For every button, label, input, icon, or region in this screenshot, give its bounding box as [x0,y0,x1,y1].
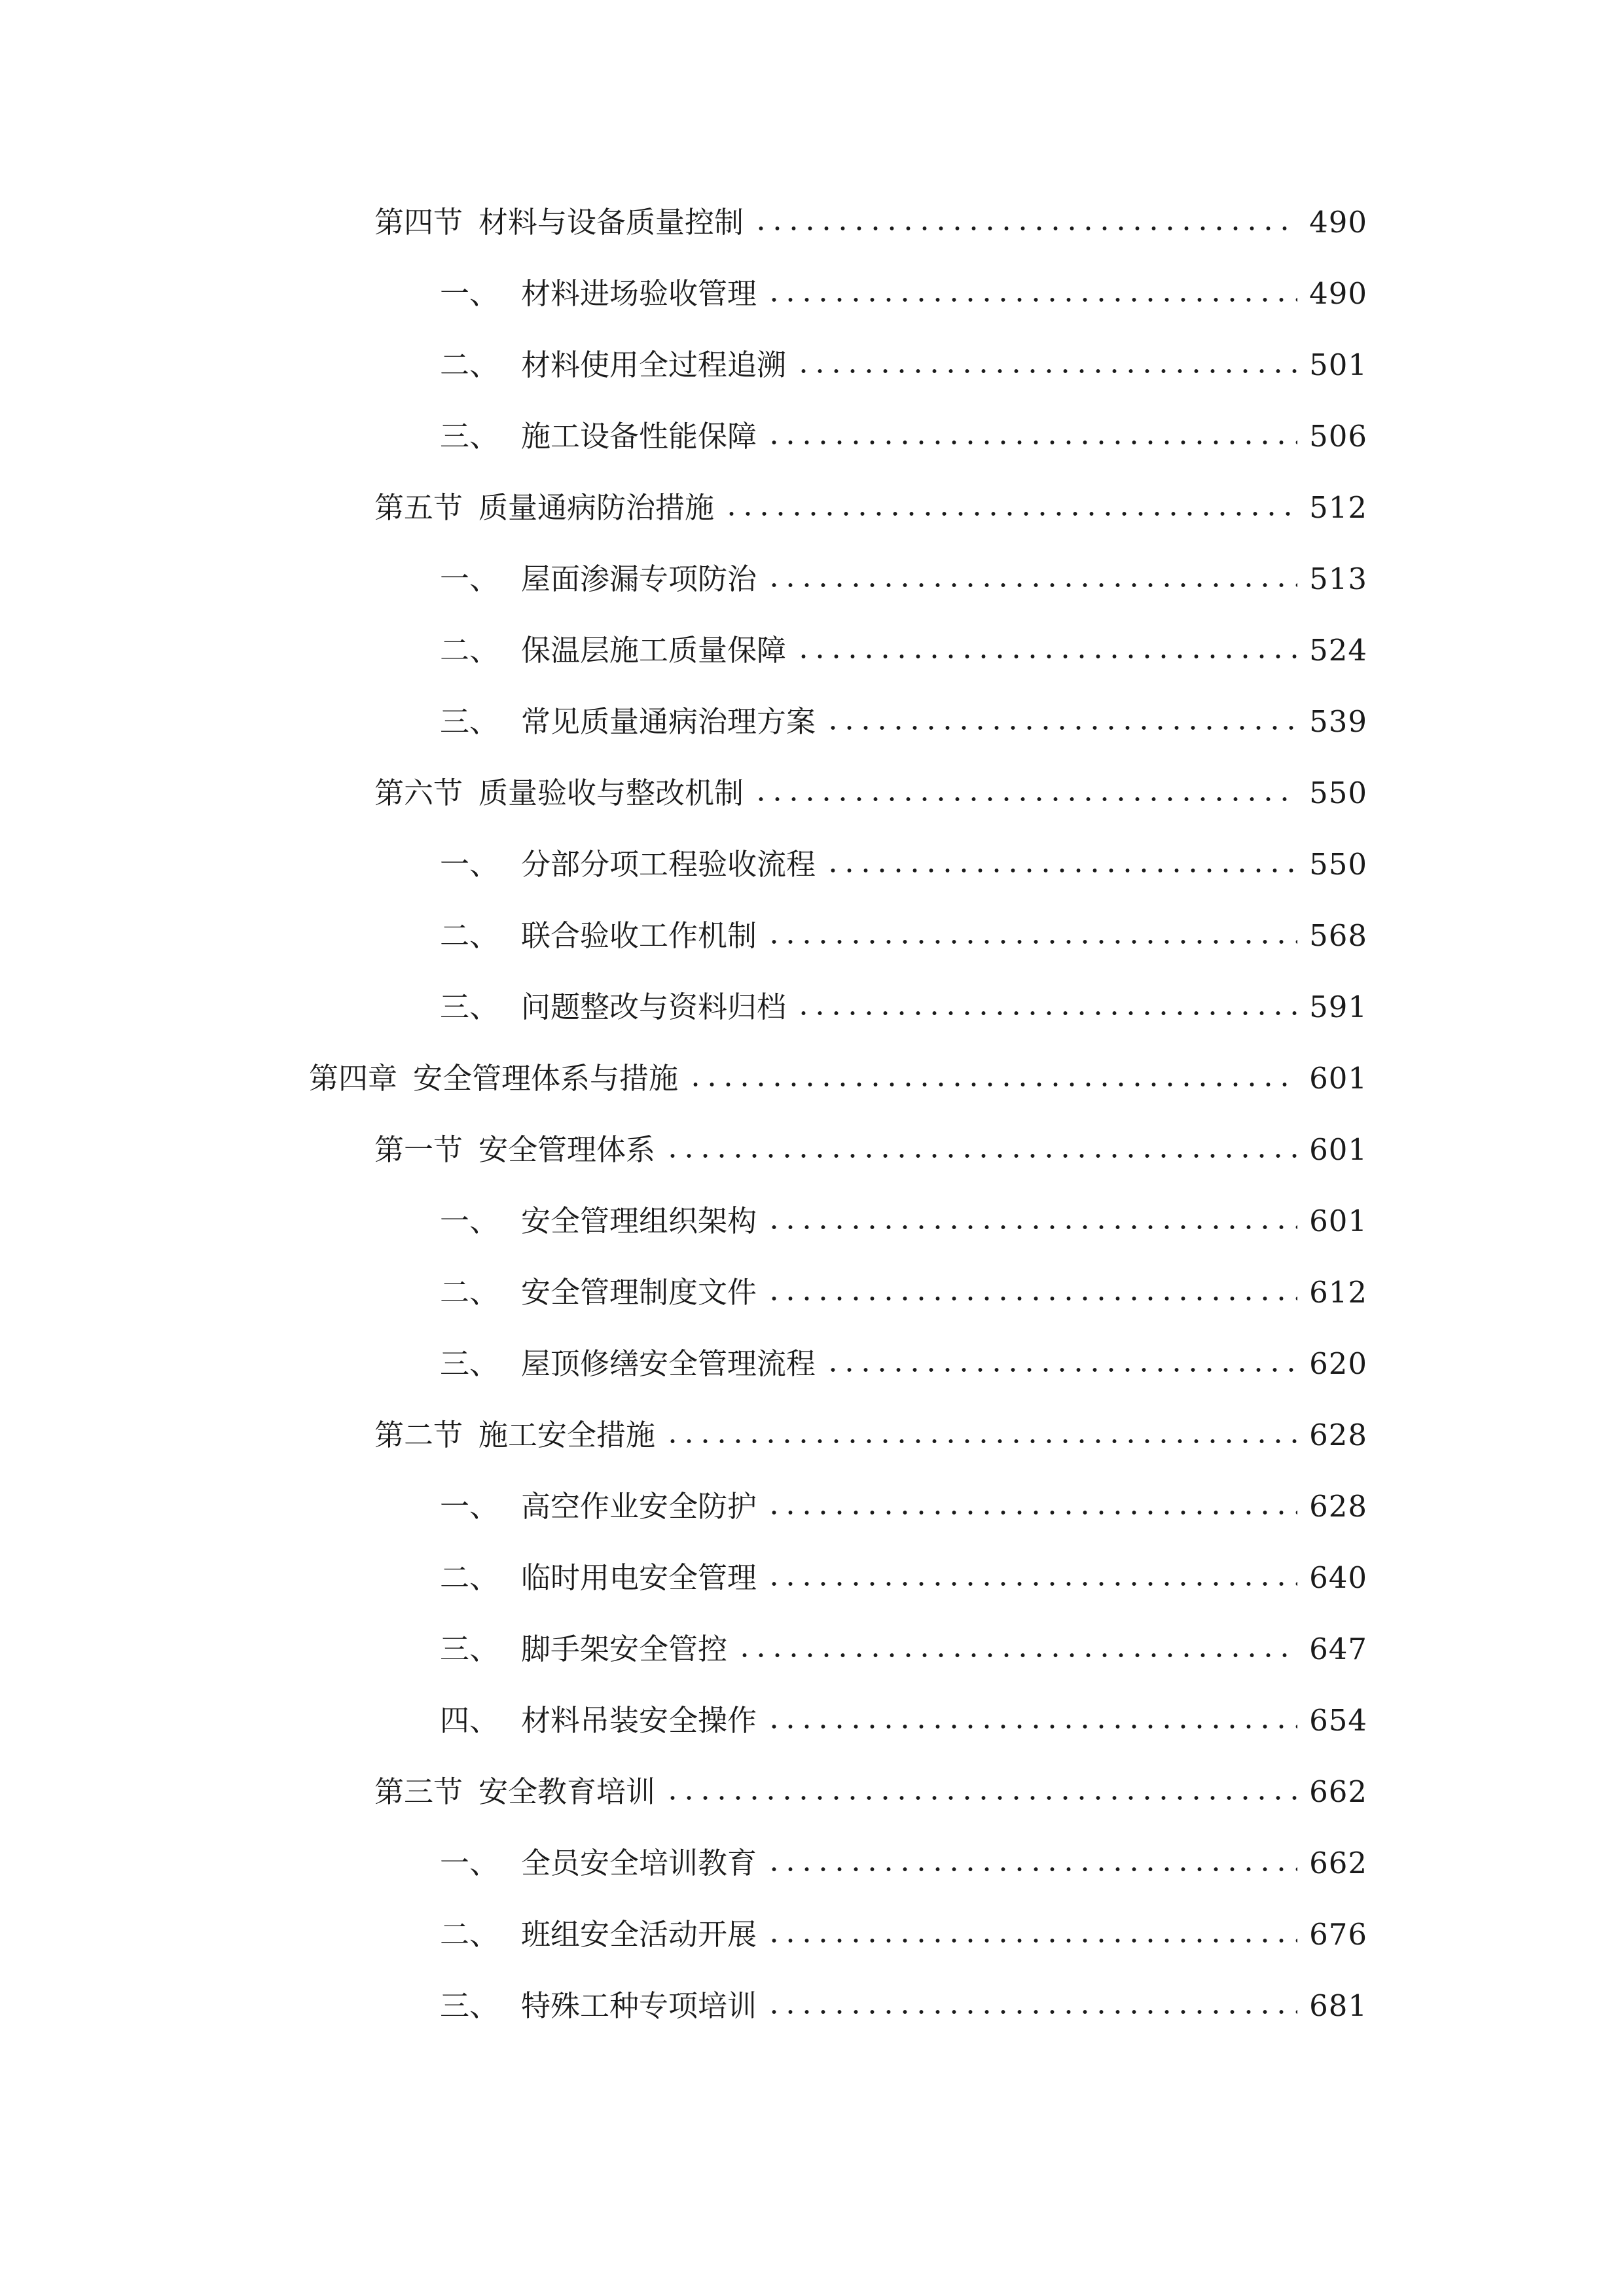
toc-entry-title: 全员安全培训教育 [521,1846,757,1880]
toc-entry-number: 三、 [440,1632,499,1666]
toc-entry[interactable] [374,761,1367,813]
toc-entry-page: 628 [1309,1489,1367,1524]
toc-entry-number: 一、 [440,276,499,311]
toc-entry-page: 550 [1309,847,1367,882]
toc-entry-page: 662 [1309,1774,1367,1809]
dot-leader [795,652,1297,661]
toc-entry-number: 一、 [440,1846,499,1880]
toc-entry[interactable] [440,547,1367,599]
toc-entry[interactable] [374,1403,1367,1455]
toc-entry-number: 第一节 [374,1132,463,1167]
toc-entry[interactable] [440,1831,1367,1883]
toc-entry-number: 一、 [440,1204,499,1238]
toc-entry-page: 676 [1309,1917,1367,1952]
toc-entry[interactable] [440,689,1367,742]
toc-entry[interactable] [374,1117,1367,1170]
toc-entry-page: 662 [1309,1846,1367,1880]
toc-entry-title: 高空作业安全防护 [521,1489,757,1524]
toc-entry-page: 654 [1309,1703,1367,1738]
toc-entry[interactable] [440,1189,1367,1241]
toc-entry-page: 501 [1309,348,1367,382]
toc-entry-page: 620 [1309,1346,1367,1381]
dot-leader [664,1437,1297,1446]
toc-entry-number: 二、 [440,633,499,668]
toc-entry-title: 施工安全措施 [478,1418,656,1452]
dot-leader [825,866,1297,875]
toc-entry-page: 628 [1309,1418,1367,1452]
toc-entry-title: 安全管理体系与措施 [413,1061,679,1096]
toc-entry[interactable] [440,1474,1367,1526]
dot-leader [766,1865,1297,1874]
dot-leader [766,1508,1297,1517]
dot-leader [825,723,1297,732]
dot-leader [736,1651,1297,1660]
dot-leader [753,224,1297,233]
toc-entry-title: 材料使用全过程追溯 [521,348,787,382]
dot-leader [825,1365,1297,1374]
toc-entry[interactable] [374,1759,1367,1812]
toc-entry-number: 第五节 [374,490,463,525]
toc-entry-page: 568 [1309,918,1367,953]
toc-entry-title: 常见质量通病治理方案 [521,704,816,739]
toc-entry-number: 一、 [440,847,499,882]
toc-entry-page: 601 [1309,1204,1367,1238]
toc-entry[interactable] [440,261,1367,314]
toc-entry[interactable] [440,1545,1367,1598]
toc-entry-title: 保温层施工质量保障 [521,633,787,668]
dot-leader [766,438,1297,447]
toc-entry-title: 屋顶修缮安全管理流程 [521,1346,816,1381]
toc-entry-title: 屋面渗漏专项防治 [521,562,757,596]
toc-entry-page: 490 [1309,276,1367,311]
dot-leader [664,1151,1297,1160]
dot-leader [766,937,1297,946]
toc-entry-page: 524 [1309,633,1367,668]
toc-entry-title: 材料进场验收管理 [521,276,757,311]
toc-entry[interactable] [440,903,1367,956]
toc-entry-page: 513 [1309,562,1367,596]
toc-entry-number: 二、 [440,1275,499,1310]
dot-leader [664,1793,1297,1803]
toc-entry[interactable] [440,404,1367,456]
toc-entry-title: 班组安全活动开展 [521,1917,757,1952]
toc-entry-number: 第三节 [374,1774,463,1809]
toc-entry-number: 三、 [440,704,499,739]
toc-entry-title: 临时用电安全管理 [521,1560,757,1595]
dot-leader [766,581,1297,590]
toc-entry-title: 安全教育培训 [478,1774,656,1809]
toc-entry-number: 第四节 [374,205,463,240]
toc-entry-title: 分部分项工程验收流程 [521,847,816,882]
toc-entry-title: 特殊工种专项培训 [521,1988,757,2023]
toc-entry-title: 施工设备性能保障 [521,419,757,454]
toc-entry-page: 506 [1309,419,1367,454]
toc-entry-number: 二、 [440,348,499,382]
toc-entry[interactable] [440,618,1367,670]
toc-entry[interactable] [440,332,1367,385]
toc-entry-number: 二、 [440,1917,499,1952]
toc-entry[interactable] [440,975,1367,1027]
dot-leader [766,1722,1297,1731]
toc-entry-number: 四、 [440,1703,499,1738]
toc-entry[interactable] [440,1902,1367,1954]
dot-leader [766,1223,1297,1232]
dot-leader [766,295,1297,304]
toc-entry-title: 安全管理体系 [478,1132,656,1167]
toc-entry-number: 三、 [440,419,499,454]
toc-entry[interactable] [374,475,1367,528]
toc-entry-page: 612 [1309,1275,1367,1310]
toc-entry-page: 601 [1309,1132,1367,1167]
dot-leader [687,1080,1297,1089]
dot-leader [795,1009,1297,1018]
toc-entry-page: 490 [1309,205,1367,240]
toc-entry-number: 一、 [440,562,499,596]
toc-entry-number: 三、 [440,990,499,1024]
dot-leader [723,509,1297,518]
toc-entry-page: 539 [1309,704,1367,739]
dot-leader [795,367,1297,376]
toc-entry-title: 质量验收与整改机制 [478,776,744,810]
toc-entry-title: 安全管理组织架构 [521,1204,757,1238]
toc-entry-number: 二、 [440,1560,499,1595]
toc-entry-number: 第四章 [309,1061,398,1096]
toc-entry[interactable] [374,190,1367,242]
toc-entry-page: 601 [1309,1061,1367,1096]
dot-leader [766,2007,1297,2017]
toc-entry-title: 材料与设备质量控制 [478,205,744,240]
toc-entry-number: 一、 [440,1489,499,1524]
dot-leader [766,1294,1297,1303]
toc-entry[interactable] [440,1973,1367,2026]
toc-entry-title: 问题整改与资料归档 [521,990,787,1024]
toc-entry-page: 681 [1309,1988,1367,2023]
toc-entry-number: 二、 [440,918,499,953]
dot-leader [753,795,1297,804]
toc-entry-title: 安全管理制度文件 [521,1275,757,1310]
toc-entry-title: 质量通病防治措施 [478,490,715,525]
toc-entry-page: 591 [1309,990,1367,1024]
dot-leader [766,1936,1297,1945]
toc-entry-title: 材料吊装安全操作 [521,1703,757,1738]
toc-entry-title: 脚手架安全管控 [521,1632,728,1666]
toc-entry[interactable] [440,1260,1367,1312]
toc-entry[interactable] [440,832,1367,884]
toc-entry[interactable] [440,1331,1367,1384]
dot-leader [766,1579,1297,1588]
toc-entry[interactable] [440,1688,1367,1740]
toc-entry-page: 512 [1309,490,1367,525]
toc-entry-number: 第六节 [374,776,463,810]
toc-entry[interactable] [440,1617,1367,1669]
toc-entry-title: 联合验收工作机制 [521,918,757,953]
toc-entry-page: 647 [1309,1632,1367,1666]
toc-entry-number: 三、 [440,1346,499,1381]
toc-entry-number: 第二节 [374,1418,463,1452]
toc-entry-page: 550 [1309,776,1367,810]
toc-entry[interactable] [309,1046,1367,1098]
toc-entry-page: 640 [1309,1560,1367,1595]
toc-entry-number: 三、 [440,1988,499,2023]
